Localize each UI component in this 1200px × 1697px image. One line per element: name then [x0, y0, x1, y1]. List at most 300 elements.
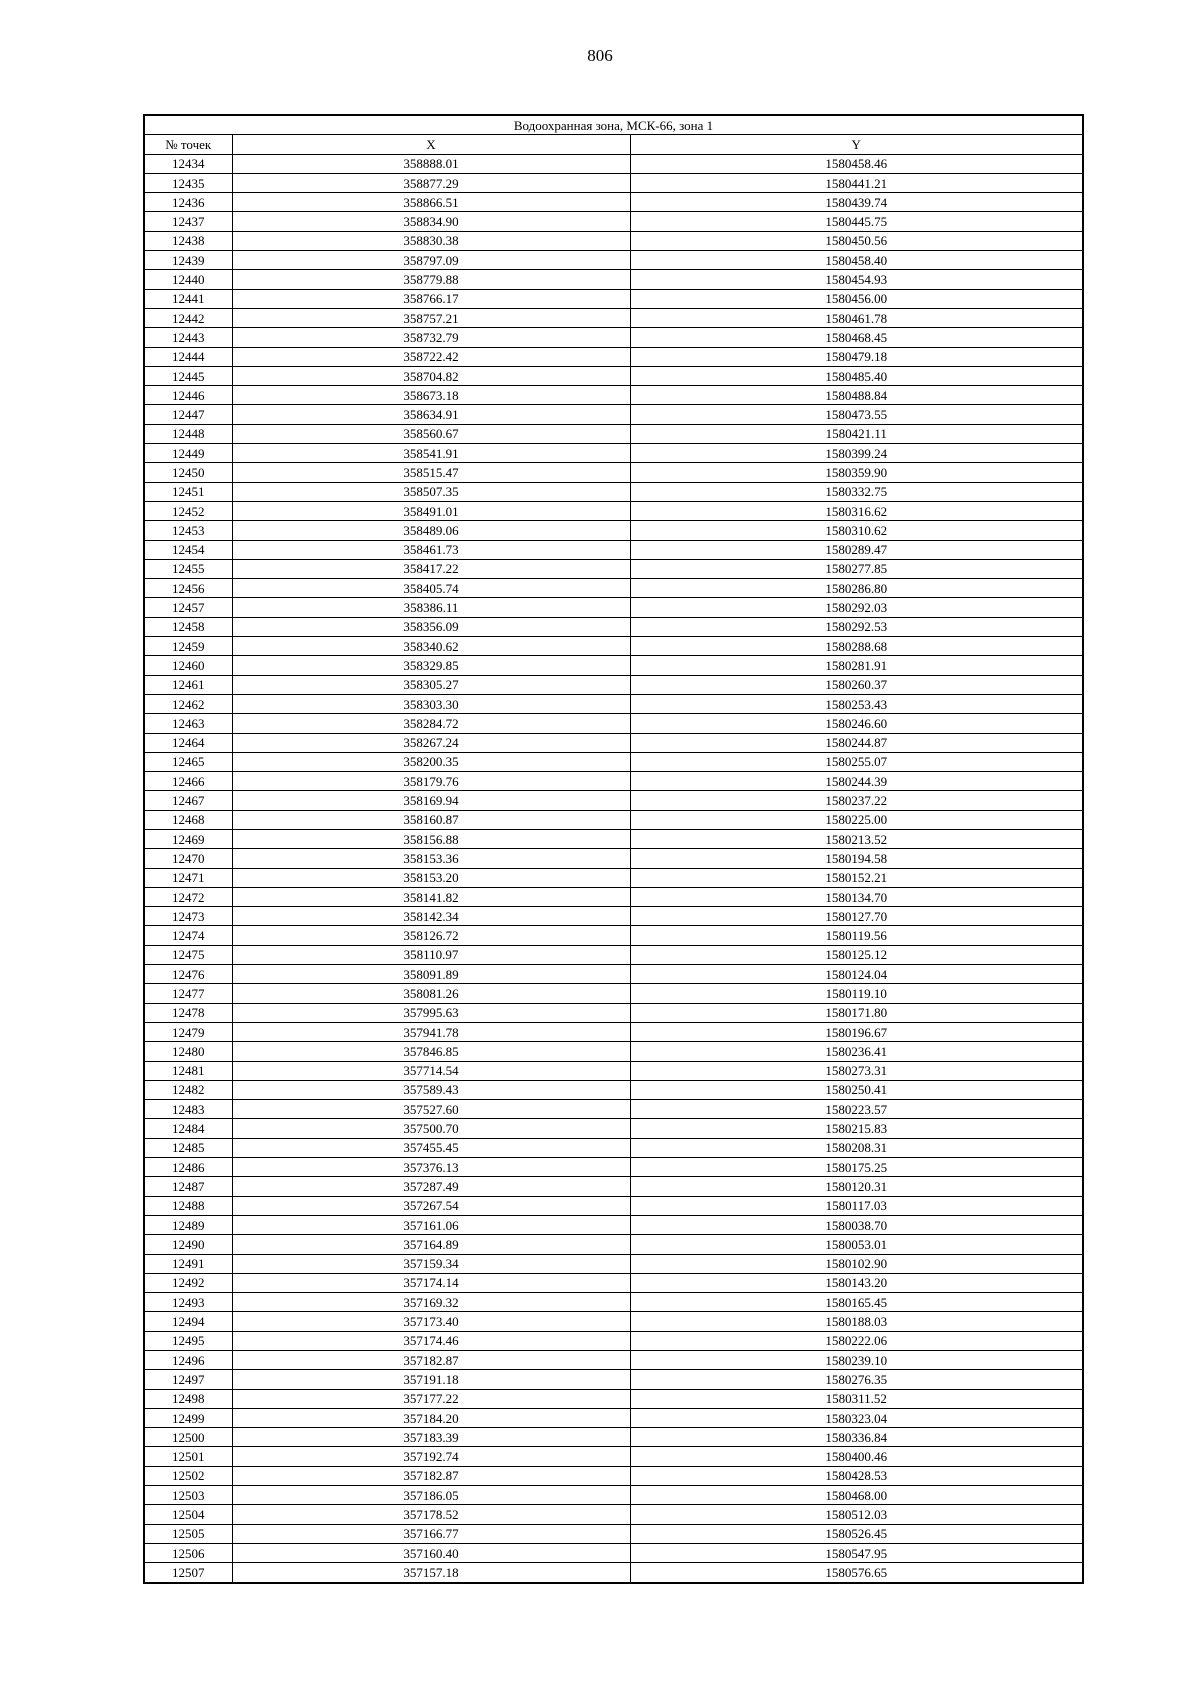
x-coordinate-cell: 357527.60: [232, 1100, 630, 1119]
table-row: [144, 1215, 1083, 1234]
table-row: [144, 1042, 1083, 1061]
point-number-cell: 12440: [144, 270, 232, 289]
table-row: [144, 386, 1083, 405]
y-coordinate-cell: 1580246.60: [630, 714, 1083, 733]
table-row: [144, 212, 1083, 231]
x-coordinate-cell: 358356.09: [232, 617, 630, 636]
x-coordinate-cell: 358515.47: [232, 463, 630, 482]
y-coordinate-cell: 1580119.10: [630, 984, 1083, 1003]
x-coordinate-cell: 357160.40: [232, 1543, 630, 1562]
point-number-cell: 12486: [144, 1158, 232, 1177]
table-row: [144, 694, 1083, 713]
table-row: [144, 617, 1083, 636]
point-number-cell: 12474: [144, 926, 232, 945]
y-coordinate-cell: 1580428.53: [630, 1466, 1083, 1485]
x-coordinate-cell: 358267.24: [232, 733, 630, 752]
table-row: [144, 1486, 1083, 1505]
point-number-cell: 12495: [144, 1331, 232, 1350]
x-coordinate-cell: 358779.88: [232, 270, 630, 289]
x-coordinate-cell: 357184.20: [232, 1408, 630, 1427]
y-coordinate-cell: 1580165.45: [630, 1293, 1083, 1312]
x-coordinate-cell: 358722.42: [232, 347, 630, 366]
x-coordinate-cell: 358797.09: [232, 251, 630, 270]
table-row: [144, 810, 1083, 829]
x-coordinate-cell: 358340.62: [232, 637, 630, 656]
column-header-y: Y: [630, 135, 1083, 154]
table-row: [144, 366, 1083, 385]
x-coordinate-cell: 358461.73: [232, 540, 630, 559]
point-number-cell: 12455: [144, 559, 232, 578]
table-row: [144, 444, 1083, 463]
table-row: [144, 868, 1083, 887]
x-coordinate-cell: 357164.89: [232, 1235, 630, 1254]
y-coordinate-cell: 1580213.52: [630, 829, 1083, 848]
x-coordinate-cell: 357166.77: [232, 1524, 630, 1543]
table-row: [144, 1177, 1083, 1196]
point-number-cell: 12503: [144, 1486, 232, 1505]
table-row: [144, 1158, 1083, 1177]
x-coordinate-cell: 357174.46: [232, 1331, 630, 1350]
table-row: [144, 1273, 1083, 1292]
x-coordinate-cell: 357192.74: [232, 1447, 630, 1466]
point-number-cell: 12481: [144, 1061, 232, 1080]
point-number-cell: 12492: [144, 1273, 232, 1292]
y-coordinate-cell: 1580441.21: [630, 173, 1083, 192]
point-number-cell: 12506: [144, 1543, 232, 1562]
x-coordinate-cell: 357846.85: [232, 1042, 630, 1061]
point-number-cell: 12499: [144, 1408, 232, 1427]
point-number-cell: 12463: [144, 714, 232, 733]
column-header-point-number: № точек: [144, 135, 232, 154]
point-number-cell: 12490: [144, 1235, 232, 1254]
x-coordinate-cell: 357174.14: [232, 1273, 630, 1292]
point-number-cell: 12434: [144, 154, 232, 173]
y-coordinate-cell: 1580244.39: [630, 772, 1083, 791]
y-coordinate-cell: 1580288.68: [630, 637, 1083, 656]
x-coordinate-cell: 357182.87: [232, 1351, 630, 1370]
y-coordinate-cell: 1580223.57: [630, 1100, 1083, 1119]
point-number-cell: 12477: [144, 984, 232, 1003]
x-coordinate-cell: 358507.35: [232, 482, 630, 501]
table-row: [144, 1524, 1083, 1543]
x-coordinate-cell: 358830.38: [232, 231, 630, 250]
point-number-cell: 12449: [144, 444, 232, 463]
table-row: [144, 1080, 1083, 1099]
x-coordinate-cell: 358141.82: [232, 887, 630, 906]
table-row: [144, 1447, 1083, 1466]
x-coordinate-cell: 358417.22: [232, 559, 630, 578]
y-coordinate-cell: 1580576.65: [630, 1563, 1083, 1583]
x-coordinate-cell: 358169.94: [232, 791, 630, 810]
table-body: [144, 154, 1083, 1582]
x-coordinate-cell: 358200.35: [232, 752, 630, 771]
y-coordinate-cell: 1580276.35: [630, 1370, 1083, 1389]
y-coordinate-cell: 1580512.03: [630, 1505, 1083, 1524]
y-coordinate-cell: 1580125.12: [630, 945, 1083, 964]
table-row: [144, 1331, 1083, 1350]
y-coordinate-cell: 1580479.18: [630, 347, 1083, 366]
x-coordinate-cell: 358153.36: [232, 849, 630, 868]
point-number-cell: 12479: [144, 1022, 232, 1041]
y-coordinate-cell: 1580456.00: [630, 289, 1083, 308]
point-number-cell: 12438: [144, 231, 232, 250]
table-row: [144, 463, 1083, 482]
x-coordinate-cell: 358560.67: [232, 424, 630, 443]
table-row: [144, 965, 1083, 984]
point-number-cell: 12480: [144, 1042, 232, 1061]
x-coordinate-cell: 357267.54: [232, 1196, 630, 1215]
table-row: [144, 1351, 1083, 1370]
point-number-cell: 12504: [144, 1505, 232, 1524]
table-row: [144, 656, 1083, 675]
y-coordinate-cell: 1580277.85: [630, 559, 1083, 578]
y-coordinate-cell: 1580120.31: [630, 1177, 1083, 1196]
y-coordinate-cell: 1580336.84: [630, 1428, 1083, 1447]
y-coordinate-cell: 1580244.87: [630, 733, 1083, 752]
table-row: [144, 289, 1083, 308]
x-coordinate-cell: 357157.18: [232, 1563, 630, 1583]
x-coordinate-cell: 357995.63: [232, 1003, 630, 1022]
table-row: [144, 347, 1083, 366]
table-row: [144, 1428, 1083, 1447]
x-coordinate-cell: 358110.97: [232, 945, 630, 964]
point-number-cell: 12446: [144, 386, 232, 405]
table-title: Водоохранная зона, МСК-66, зона 1: [144, 115, 1083, 135]
x-coordinate-cell: 357159.34: [232, 1254, 630, 1273]
point-number-cell: 12458: [144, 617, 232, 636]
point-number-cell: 12487: [144, 1177, 232, 1196]
point-number-cell: 12452: [144, 501, 232, 520]
point-number-cell: 12468: [144, 810, 232, 829]
y-coordinate-cell: 1580225.00: [630, 810, 1083, 829]
y-coordinate-cell: 1580286.80: [630, 579, 1083, 598]
y-coordinate-cell: 1580468.00: [630, 1486, 1083, 1505]
x-coordinate-cell: 358491.01: [232, 501, 630, 520]
table-row: [144, 1312, 1083, 1331]
y-coordinate-cell: 1580289.47: [630, 540, 1083, 559]
y-coordinate-cell: 1580053.01: [630, 1235, 1083, 1254]
y-coordinate-cell: 1580421.11: [630, 424, 1083, 443]
point-number-cell: 12498: [144, 1389, 232, 1408]
table-row: [144, 887, 1083, 906]
x-coordinate-cell: 357173.40: [232, 1312, 630, 1331]
point-number-cell: 12447: [144, 405, 232, 424]
point-number-cell: 12488: [144, 1196, 232, 1215]
point-number-cell: 12454: [144, 540, 232, 559]
point-number-cell: 12451: [144, 482, 232, 501]
x-coordinate-cell: 358704.82: [232, 366, 630, 385]
x-coordinate-cell: 358284.72: [232, 714, 630, 733]
point-number-cell: 12467: [144, 791, 232, 810]
table-row: [144, 308, 1083, 327]
point-number-cell: 12476: [144, 965, 232, 984]
x-coordinate-cell: 358634.91: [232, 405, 630, 424]
table-row: [144, 1119, 1083, 1138]
y-coordinate-cell: 1580488.84: [630, 386, 1083, 405]
y-coordinate-cell: 1580215.83: [630, 1119, 1083, 1138]
table-row: [144, 1003, 1083, 1022]
y-coordinate-cell: 1580445.75: [630, 212, 1083, 231]
point-number-cell: 12444: [144, 347, 232, 366]
point-number-cell: 12465: [144, 752, 232, 771]
table-row: [144, 772, 1083, 791]
table-row: [144, 1408, 1083, 1427]
x-coordinate-cell: 358673.18: [232, 386, 630, 405]
x-coordinate-cell: 358160.87: [232, 810, 630, 829]
table-row: [144, 926, 1083, 945]
table-row: [144, 675, 1083, 694]
column-header-x: X: [232, 135, 630, 154]
y-coordinate-cell: 1580196.67: [630, 1022, 1083, 1041]
y-coordinate-cell: 1580458.46: [630, 154, 1083, 173]
y-coordinate-cell: 1580237.22: [630, 791, 1083, 810]
x-coordinate-cell: 358153.20: [232, 868, 630, 887]
y-coordinate-cell: 1580458.40: [630, 251, 1083, 270]
table-row: [144, 1505, 1083, 1524]
table-row: [144, 1022, 1083, 1041]
table-row: [144, 424, 1083, 443]
point-number-cell: 12435: [144, 173, 232, 192]
table-row: [144, 752, 1083, 771]
table-row: [144, 251, 1083, 270]
table-row: [144, 270, 1083, 289]
point-number-cell: 12478: [144, 1003, 232, 1022]
point-number-cell: 12502: [144, 1466, 232, 1485]
point-number-cell: 12507: [144, 1563, 232, 1583]
table-row: [144, 482, 1083, 501]
y-coordinate-cell: 1580102.90: [630, 1254, 1083, 1273]
table-row: [144, 579, 1083, 598]
point-number-cell: 12441: [144, 289, 232, 308]
table-row: [144, 637, 1083, 656]
table-row: [144, 907, 1083, 926]
y-coordinate-cell: 1580400.46: [630, 1447, 1083, 1466]
x-coordinate-cell: 358541.91: [232, 444, 630, 463]
y-coordinate-cell: 1580194.58: [630, 849, 1083, 868]
y-coordinate-cell: 1580468.45: [630, 328, 1083, 347]
point-number-cell: 12462: [144, 694, 232, 713]
table-row: [144, 405, 1083, 424]
x-coordinate-cell: 358766.17: [232, 289, 630, 308]
y-coordinate-cell: 1580526.45: [630, 1524, 1083, 1543]
x-coordinate-cell: 358757.21: [232, 308, 630, 327]
table-row: [144, 1235, 1083, 1254]
table-row: [144, 1254, 1083, 1273]
table-row: [144, 1389, 1083, 1408]
point-number-cell: 12470: [144, 849, 232, 868]
point-number-cell: 12501: [144, 1447, 232, 1466]
point-number-cell: 12475: [144, 945, 232, 964]
y-coordinate-cell: 1580255.07: [630, 752, 1083, 771]
y-coordinate-cell: 1580485.40: [630, 366, 1083, 385]
y-coordinate-cell: 1580171.80: [630, 1003, 1083, 1022]
y-coordinate-cell: 1580311.52: [630, 1389, 1083, 1408]
x-coordinate-cell: 358091.89: [232, 965, 630, 984]
y-coordinate-cell: 1580473.55: [630, 405, 1083, 424]
table-row: [144, 1196, 1083, 1215]
point-number-cell: 12472: [144, 887, 232, 906]
table-row: [144, 501, 1083, 520]
y-coordinate-cell: 1580119.56: [630, 926, 1083, 945]
y-coordinate-cell: 1580292.53: [630, 617, 1083, 636]
x-coordinate-cell: 357287.49: [232, 1177, 630, 1196]
point-number-cell: 12484: [144, 1119, 232, 1138]
y-coordinate-cell: 1580236.41: [630, 1042, 1083, 1061]
x-coordinate-cell: 357941.78: [232, 1022, 630, 1041]
y-coordinate-cell: 1580239.10: [630, 1351, 1083, 1370]
table-row: [144, 733, 1083, 752]
x-coordinate-cell: 358877.29: [232, 173, 630, 192]
table-row: [144, 1138, 1083, 1157]
y-coordinate-cell: 1580222.06: [630, 1331, 1083, 1350]
y-coordinate-cell: 1580250.41: [630, 1080, 1083, 1099]
table-row: [144, 714, 1083, 733]
x-coordinate-cell: 357183.39: [232, 1428, 630, 1447]
page-number: 806: [587, 46, 613, 65]
x-coordinate-cell: 358142.34: [232, 907, 630, 926]
x-coordinate-cell: 358081.26: [232, 984, 630, 1003]
y-coordinate-cell: 1580143.20: [630, 1273, 1083, 1292]
table-row: [144, 1563, 1083, 1583]
x-coordinate-cell: 358866.51: [232, 193, 630, 212]
x-coordinate-cell: 357589.43: [232, 1080, 630, 1099]
table-row: [144, 791, 1083, 810]
y-coordinate-cell: 1580439.74: [630, 193, 1083, 212]
x-coordinate-cell: 358126.72: [232, 926, 630, 945]
x-coordinate-cell: 358405.74: [232, 579, 630, 598]
y-coordinate-cell: 1580399.24: [630, 444, 1083, 463]
x-coordinate-cell: 358834.90: [232, 212, 630, 231]
x-coordinate-cell: 358386.11: [232, 598, 630, 617]
table-row: [144, 1293, 1083, 1312]
y-coordinate-cell: 1580134.70: [630, 887, 1083, 906]
point-number-cell: 12489: [144, 1215, 232, 1234]
y-coordinate-cell: 1580332.75: [630, 482, 1083, 501]
y-coordinate-cell: 1580323.04: [630, 1408, 1083, 1427]
x-coordinate-cell: 357186.05: [232, 1486, 630, 1505]
x-coordinate-cell: 357178.52: [232, 1505, 630, 1524]
y-coordinate-cell: 1580127.70: [630, 907, 1083, 926]
y-coordinate-cell: 1580359.90: [630, 463, 1083, 482]
y-coordinate-cell: 1580253.43: [630, 694, 1083, 713]
table-row: [144, 945, 1083, 964]
point-number-cell: 12439: [144, 251, 232, 270]
y-coordinate-cell: 1580547.95: [630, 1543, 1083, 1562]
point-number-cell: 12482: [144, 1080, 232, 1099]
point-number-cell: 12461: [144, 675, 232, 694]
y-coordinate-cell: 1580188.03: [630, 1312, 1083, 1331]
y-coordinate-cell: 1580124.04: [630, 965, 1083, 984]
y-coordinate-cell: 1580152.21: [630, 868, 1083, 887]
x-coordinate-cell: 357714.54: [232, 1061, 630, 1080]
table-row: [144, 1370, 1083, 1389]
point-number-cell: 12497: [144, 1370, 232, 1389]
x-coordinate-cell: 358329.85: [232, 656, 630, 675]
table-row: [144, 1543, 1083, 1562]
point-number-cell: 12453: [144, 521, 232, 540]
point-number-cell: 12471: [144, 868, 232, 887]
point-number-cell: 12443: [144, 328, 232, 347]
x-coordinate-cell: 357177.22: [232, 1389, 630, 1408]
y-coordinate-cell: 1580273.31: [630, 1061, 1083, 1080]
x-coordinate-cell: 357455.45: [232, 1138, 630, 1157]
table-row: [144, 193, 1083, 212]
x-coordinate-cell: 358156.88: [232, 829, 630, 848]
y-coordinate-cell: 1580454.93: [630, 270, 1083, 289]
table-row: [144, 540, 1083, 559]
x-coordinate-cell: 357376.13: [232, 1158, 630, 1177]
y-coordinate-cell: 1580310.62: [630, 521, 1083, 540]
table-row: [144, 328, 1083, 347]
y-coordinate-cell: 1580208.31: [630, 1138, 1083, 1157]
y-coordinate-cell: 1580260.37: [630, 675, 1083, 694]
point-number-cell: 12493: [144, 1293, 232, 1312]
point-number-cell: 12491: [144, 1254, 232, 1273]
table-row: [144, 984, 1083, 1003]
y-coordinate-cell: 1580175.25: [630, 1158, 1083, 1177]
point-number-cell: 12437: [144, 212, 232, 231]
table-row: [144, 173, 1083, 192]
table-row: [144, 849, 1083, 868]
table-row: [144, 1061, 1083, 1080]
table-row: [144, 154, 1083, 173]
table-row: [144, 1100, 1083, 1119]
point-number-cell: 12473: [144, 907, 232, 926]
x-coordinate-cell: 357161.06: [232, 1215, 630, 1234]
x-coordinate-cell: 357169.32: [232, 1293, 630, 1312]
table-row: [144, 1466, 1083, 1485]
point-number-cell: 12469: [144, 829, 232, 848]
table-row: [144, 829, 1083, 848]
y-coordinate-cell: 1580292.03: [630, 598, 1083, 617]
point-number-cell: 12505: [144, 1524, 232, 1543]
coordinates-table: [143, 114, 1084, 1584]
y-coordinate-cell: 1580117.03: [630, 1196, 1083, 1215]
x-coordinate-cell: 358303.30: [232, 694, 630, 713]
point-number-cell: 12436: [144, 193, 232, 212]
table-row: [144, 231, 1083, 250]
point-number-cell: 12448: [144, 424, 232, 443]
point-number-cell: 12456: [144, 579, 232, 598]
point-number-cell: 12483: [144, 1100, 232, 1119]
table-row: [144, 521, 1083, 540]
point-number-cell: 12500: [144, 1428, 232, 1447]
point-number-cell: 12464: [144, 733, 232, 752]
x-coordinate-cell: 357500.70: [232, 1119, 630, 1138]
x-coordinate-cell: 357182.87: [232, 1466, 630, 1485]
point-number-cell: 12494: [144, 1312, 232, 1331]
point-number-cell: 12466: [144, 772, 232, 791]
point-number-cell: 12485: [144, 1138, 232, 1157]
y-coordinate-cell: 1580461.78: [630, 308, 1083, 327]
point-number-cell: 12459: [144, 637, 232, 656]
table-row: [144, 559, 1083, 578]
x-coordinate-cell: 358489.06: [232, 521, 630, 540]
point-number-cell: 12445: [144, 366, 232, 385]
y-coordinate-cell: 1580450.56: [630, 231, 1083, 250]
x-coordinate-cell: 358732.79: [232, 328, 630, 347]
point-number-cell: 12457: [144, 598, 232, 617]
x-coordinate-cell: 357191.18: [232, 1370, 630, 1389]
y-coordinate-cell: 1580038.70: [630, 1215, 1083, 1234]
x-coordinate-cell: 358179.76: [232, 772, 630, 791]
point-number-cell: 12460: [144, 656, 232, 675]
point-number-cell: 12496: [144, 1351, 232, 1370]
x-coordinate-cell: 358305.27: [232, 675, 630, 694]
point-number-cell: 12442: [144, 308, 232, 327]
y-coordinate-cell: 1580281.91: [630, 656, 1083, 675]
y-coordinate-cell: 1580316.62: [630, 501, 1083, 520]
